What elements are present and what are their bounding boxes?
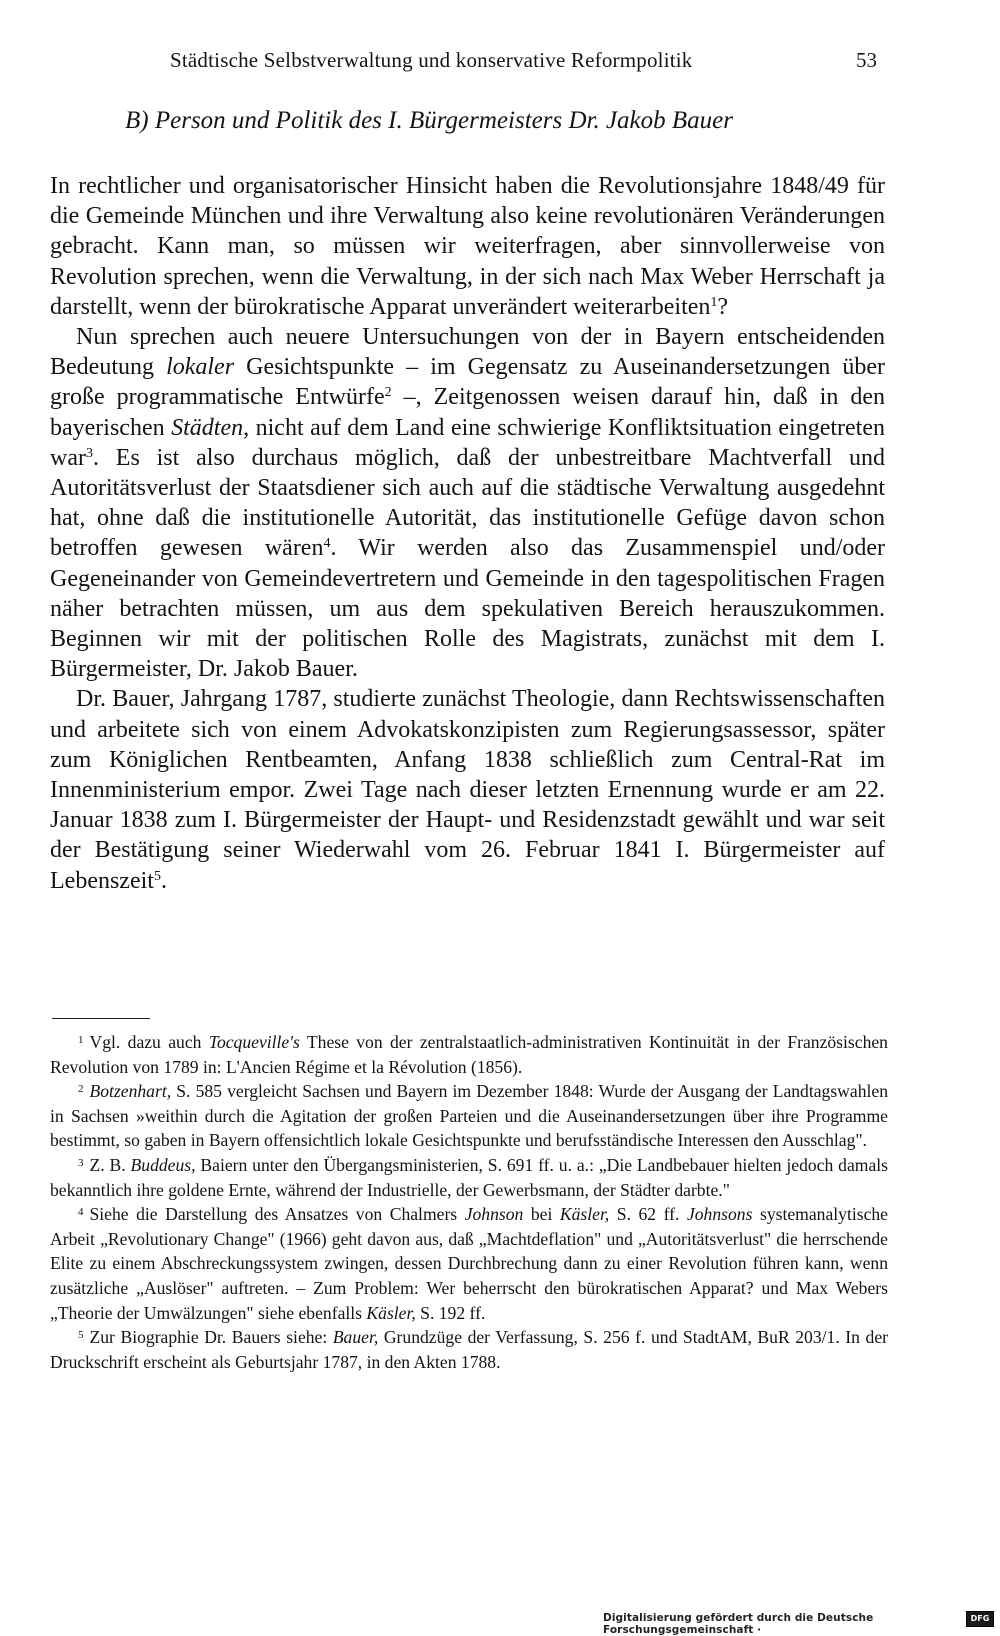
section-heading: B) Person und Politik des I. Bürgermeisters Dr. Jakob Bauer <box>125 107 733 134</box>
text-run: S. 585 vergleicht Sachsen und Bayern im Dezember 1848: Wurde der Ausgang der Landtagswahlen in Sachsen »weithin durch die Agitation der großen Parteien und die Auseinandersetzungen über ihre Programme bestimmt, so gaben in Bayern offensichtlich lokale Gesichtspunkte und berufsständische Interessen den Ausschlag". <box>50 1081 888 1151</box>
emphasis: Käsler, <box>366 1302 416 1323</box>
page-number: 53 <box>856 48 877 72</box>
dfg-logo-text: DFG <box>970 1614 990 1623</box>
footnote-reference[interactable]: 1 <box>710 294 718 310</box>
emphasis: Johnsons <box>686 1204 753 1225</box>
footnote-2 <box>50 1079 888 1153</box>
footnotes <box>50 1030 888 1374</box>
footnote-mark: 3 <box>78 1156 84 1169</box>
paragraph-3 <box>50 684 885 895</box>
body-text <box>50 171 885 896</box>
text-run: Zur Biographie Dr. Bauers siehe: <box>89 1327 333 1348</box>
text-run: Grundzüge der Verfassung, S. 256 f. und StadtAM, BuR 203/1. In der Druckschrift erscheint als Geburtsjahr 1787, in den Akten 1788. <box>50 1327 888 1372</box>
text-run: Vgl. dazu auch <box>89 1032 209 1052</box>
emphasis: Buddeus, <box>130 1154 196 1175</box>
footnote-mark: 5 <box>78 1329 84 1342</box>
footnote-mark: 4 <box>78 1206 84 1219</box>
text-run: ? <box>717 293 729 320</box>
footnote-mark: 1 <box>78 1034 84 1046</box>
text-run: Nun sprechen auch neuere Untersuchungen von der in Bayern entscheidenden Bedeutung <box>50 324 885 381</box>
text-run: In rechtlicher und organisatorischer Hinsicht haben die Revolutionsjahre 1848/49 für die Gemeinde München und ihre Verwaltung also keine revolutionären Veränderungen gebracht. Kann man, so müssen wir weiterfragen, aber sinnvollerweise von Revolution sprechen, wenn die Verwaltung, in der sich nach Max Weber Herrschaft ja darstellt, wenn der bürokratische Apparat unverändert weiterarbeiten <box>50 173 885 320</box>
text-run: Gesichtspunkte – im Gegensatz zu Auseinandersetzungen über große programmatische Entwürfe <box>50 354 886 411</box>
emphasis: Bauer, <box>332 1327 379 1348</box>
dfg-logo <box>966 1611 994 1627</box>
text-run: Baiern unter den Übergangsministerien, S. 691 ff. u. a.: „Die Landbebauer hielten jedoch damals bekanntlich ihre goldene Ernte, während der Industrielle, der Gewerbsmann, der Städter darbte." <box>50 1154 888 1200</box>
footnote-reference[interactable]: 4 <box>323 536 331 552</box>
emphasis: Botzenhart, <box>89 1081 172 1102</box>
paragraph-1 <box>50 171 885 322</box>
text-run: . Wir werden also das Zusammenspiel und/oder Gegeneinander von Gemeindevertretern und Gemeinde in den tagespolitischen Fragen näher betrachten müssen, um aus dem spekulativen Bereich herauszukommen. Beginnen wir mit der politischen Rolle des Magistrats, zunächst mit dem I. Bürgermeister, Dr. Jakob Bauer. <box>50 535 885 683</box>
footnote-4 <box>50 1202 888 1325</box>
text-run: Z. B. <box>89 1154 131 1175</box>
footnote-divider <box>52 1018 150 1019</box>
emphasis: Tocqueville's <box>208 1032 300 1052</box>
emphasis: Johnson <box>464 1204 524 1225</box>
text-run: systemanalytische Arbeit „Revolutionary Change" (1966) geht davon aus, daß „Machtdeflation" und „Autoritätsverlust" die herrschende Elite zu einem Abschreckungssystem zwingen, dessen Durchbrechung dann zu einer Revolution führen kann, wenn zusätzliche „Auslöser" auftreten. – Zum Problem: Wer beherrscht den bürokratischen Apparat? und Max Webers „Theorie der Umwälzungen" siehe ebenfalls <box>50 1204 888 1323</box>
footnote-5 <box>50 1325 888 1374</box>
text-run: Dr. Bauer, Jahrgang 1787, studierte zunächst Theologie, dann Rechtswissenschaften und arbeitete sich von einem Advokatskonzipisten zum Regierungsassessor, später zum Königlichen Rentbeamten, Anfang 1838 schließlich zum Central-Rat im Innenministerium empor. Zwei Tage nach dieser letzten Ernennung wurde er am 22. Januar 1838 zum I. Bürgermeister der Haupt- und Residenzstadt gewählt und war seit der Bestätigung seiner Wiederwahl vom 26. Februar 1841 I. Bürgermeister auf Lebenszeit <box>50 686 885 894</box>
footnote-1 <box>50 1030 888 1079</box>
text-run: . <box>160 867 167 894</box>
footnote-reference[interactable]: 2 <box>384 385 392 401</box>
text-run: These von der zentralstaatlich-administrativen Kontinuität in der Französischen Revolution von 1789 in: L'Ancien Régime et la Révolution (1856). <box>50 1032 888 1077</box>
footnote-reference[interactable]: 5 <box>153 868 161 884</box>
footnote-mark: 2 <box>78 1083 84 1096</box>
paragraph-2 <box>50 322 885 684</box>
text-run: bei <box>523 1204 560 1225</box>
text-run: S. 192 ff. <box>415 1302 486 1323</box>
text-run: nicht auf dem Land eine schwierige Konfliktsituation eingetreten war <box>50 414 886 471</box>
text-run: S. 62 ff. <box>609 1204 687 1225</box>
footnote-reference[interactable]: 3 <box>85 445 93 461</box>
text-run: . Es ist also durchaus möglich, daß der unbestreitbare Machtverfall und Autoritätsverlust der Staatsdiener sich auch auf die städtische Verwaltung ausgedehnt hat, ohne daß die institutionelle Autorität, das institutionelle Gefüge davon schon betroffen gewesen wären <box>50 444 885 562</box>
emphasis: Käsler, <box>559 1204 610 1225</box>
digitization-credit: Digitalisierung gefördert durch die Deutsche Forschungsgemeinschaft · <box>603 1612 874 1636</box>
footnote-3 <box>50 1153 888 1202</box>
emphasis: Städten, <box>171 414 250 441</box>
emphasis: lokaler <box>166 354 235 381</box>
text-run: –, Zeitgenossen weisen darauf hin, daß in den bayerischen <box>50 384 885 441</box>
text-run: Siehe die Darstellung des Ansatzes von Chalmers <box>89 1204 465 1225</box>
running-head-title: Städtische Selbstverwaltung und konservative Reformpolitik <box>170 48 693 72</box>
